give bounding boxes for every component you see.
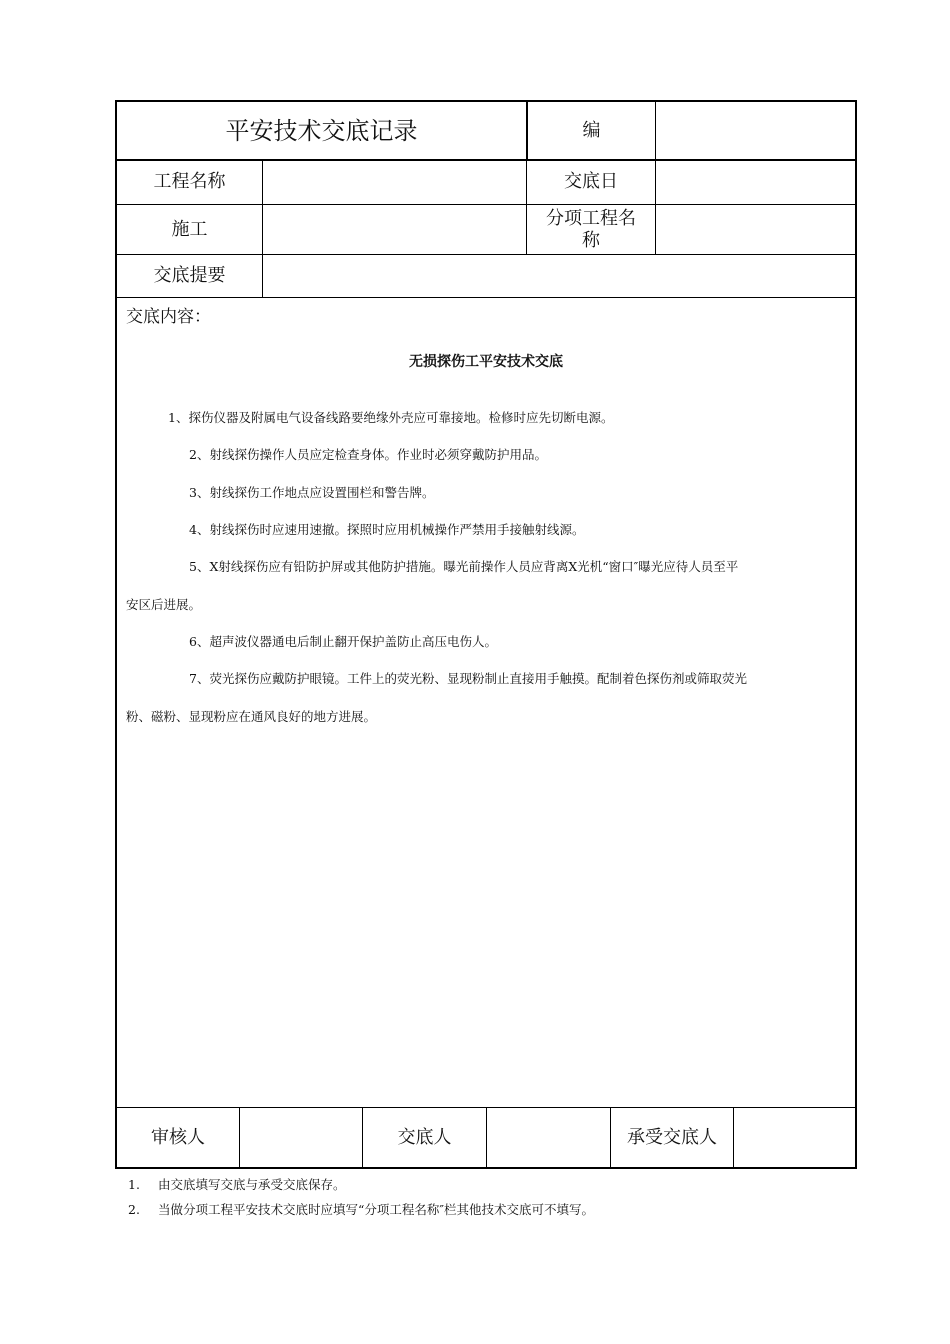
footnote-text: 当做分项工程平安技术交底时应填写“分项工程名称″栏其他技术交底可不填写。: [158, 1202, 595, 1217]
divider: [116, 297, 856, 298]
construction-field[interactable]: [263, 205, 526, 254]
number-field[interactable]: [656, 102, 855, 159]
form-title: 平安技术交底记录: [225, 116, 418, 145]
sub-project-label: 分项工程名称: [546, 207, 636, 251]
reviewer-field[interactable]: [240, 1108, 362, 1168]
content-item: 5、X射线探伤应有铅防护屏或其他防护措施。曝光前操作人员应背离X光机“窗口″曝光应待人员至平: [189, 559, 739, 574]
content-item: 6、超声波仪器通电后制止翻开保护盖防止高压电伤人。: [189, 634, 497, 649]
summary-label: 交底提要: [153, 265, 226, 286]
content-item: 4、射线探伤时应速用速撤。探照时应用机械操作严禁用手接触射线源。: [189, 522, 585, 537]
content-item: 7、荧光探伤应戴防护眼镜。工件上的荧光粉、显现粉制止直接用手触摸。配制着色探伤剂或筛取荧光: [189, 671, 747, 686]
content-item: 1、探伤仪器及附属电气设备线路要绝缘外壳应可靠接地。检修时应先切断电源。: [168, 410, 614, 425]
content-label: 交底内容：: [126, 307, 211, 327]
construction-label: 施工: [171, 218, 208, 240]
receiver-field[interactable]: [734, 1108, 855, 1168]
summary-field[interactable]: [263, 255, 855, 297]
footnote: [128, 1200, 594, 1218]
content-item: 粉、磁粉、显现粉应在通风良好的地方进展。: [126, 709, 377, 724]
number-label: 编: [582, 119, 601, 141]
sub-project-field[interactable]: [656, 205, 855, 254]
content-item: 安区后进展。: [126, 597, 202, 612]
footnote-text: 由交底填写交底与承受交底保存。: [158, 1177, 346, 1192]
discloser-field[interactable]: [487, 1108, 610, 1168]
footnote-number: 2.: [128, 1202, 140, 1217]
date-label: 交底日: [564, 171, 618, 192]
content-item: 3、射线探伤工作地点应设置围栏和警告牌。: [189, 485, 435, 500]
footnote-number: 1.: [128, 1177, 140, 1192]
project-name-field[interactable]: [263, 160, 526, 204]
disclosure-title: 无损探伤工平安技术交底: [409, 354, 563, 370]
footnote: [128, 1175, 346, 1193]
date-field[interactable]: [656, 160, 855, 204]
content-item: 2、射线探伤操作人员应定检查身体。作业时必须穿戴防护用品。: [189, 447, 547, 462]
discloser-label: 交底人: [397, 1127, 452, 1148]
receiver-label: 承受交底人: [627, 1127, 717, 1148]
reviewer-label: 审核人: [151, 1127, 205, 1148]
project-name-label: 工程名称: [153, 171, 226, 192]
